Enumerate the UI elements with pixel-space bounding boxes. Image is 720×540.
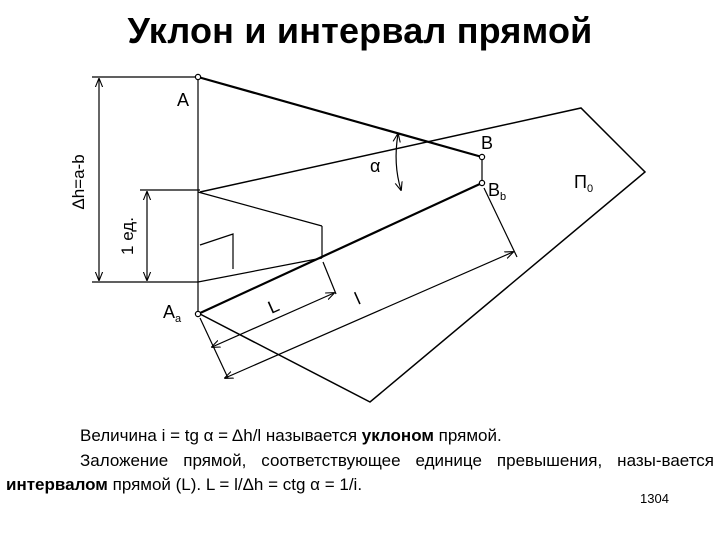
- page-title: Уклон и интервал прямой: [127, 10, 593, 51]
- interval-term: интервалом: [6, 475, 108, 494]
- point-a: [195, 74, 200, 79]
- point-aa: [195, 311, 200, 316]
- label-aa: $A_a$: [163, 302, 182, 325]
- alpha-arc: [396, 134, 401, 190]
- interval-upper-line: [198, 192, 322, 226]
- label-bb: $B_b$: [488, 180, 507, 203]
- dh-label: Δh=a-b: [69, 154, 88, 210]
- plane-pi0-outline: [200, 108, 645, 402]
- interval-horizontal-line: [198, 258, 322, 282]
- alpha-label: α: [370, 156, 381, 176]
- slope-definition-text: Величина i = tg α = Δh/l называется уклоном прямой.: [80, 426, 502, 445]
- L-extension-end: [323, 262, 336, 294]
- l-label: l: [351, 288, 364, 309]
- label-b: B: [481, 133, 494, 153]
- page-number: 1304: [640, 491, 669, 506]
- l-dimension-line: [225, 252, 513, 378]
- L-label: L: [264, 295, 283, 318]
- unit-label: 1 ед.: [118, 217, 137, 255]
- interval-definition-text: Заложение прямой, соответствующее единице превышения, назы-вается интервалом прямой (L). L = l/Δh = ctg α = 1/i.: [6, 451, 714, 494]
- point-bb: [479, 180, 484, 185]
- label-pi0: $П_0$: [574, 172, 594, 195]
- point-b: [479, 154, 484, 159]
- label-a: A: [177, 90, 190, 110]
- slope-term: уклоном: [361, 426, 434, 445]
- projection-aabb: [198, 183, 482, 314]
- right-angle-mark: [200, 234, 233, 269]
- line-ab: [198, 77, 482, 157]
